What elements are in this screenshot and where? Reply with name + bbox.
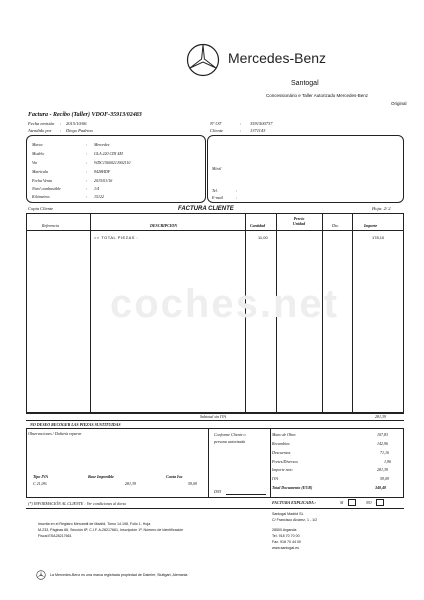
marca: Mercedes bbox=[94, 142, 110, 147]
subtotal-label: Subtotal sin IVA bbox=[200, 414, 226, 419]
email-label: E-mail bbox=[212, 195, 223, 200]
conforme-line2: persona autorizada bbox=[214, 439, 246, 444]
watermark: coches.net bbox=[110, 282, 339, 326]
mercedes-star-small-icon bbox=[36, 570, 46, 580]
total-documento-label: Total Documento (EUR) bbox=[272, 485, 313, 490]
totals-label: Importe neto bbox=[272, 467, 293, 472]
cuota-label: Cuota Iva bbox=[166, 474, 183, 479]
modelo: GLA 220 CDI 4M bbox=[94, 151, 123, 156]
dealer-address: Santogal Madrid SL bbox=[272, 512, 304, 516]
totals-value: 71,16 bbox=[380, 450, 389, 455]
table-row: => TOTAL PIEZAS : bbox=[94, 235, 139, 240]
observaciones-label: Observaciones / Dañería reparar bbox=[28, 431, 82, 436]
col-referencia: Referencia bbox=[42, 223, 60, 228]
ot-label: Nº OT bbox=[210, 121, 222, 126]
nivel-label: Nivel combustible bbox=[32, 186, 61, 191]
section-title: FACTURA CLIENTE bbox=[178, 206, 234, 212]
legal-line: Fiscal ESA28217661 bbox=[38, 534, 72, 538]
fecha-venta: 2015/01/16 bbox=[94, 178, 113, 183]
matricula-label: Matrícula bbox=[32, 169, 48, 174]
totals-label: Descuentos bbox=[272, 450, 291, 455]
totals-value: 281,39 bbox=[377, 467, 388, 472]
legal-line: Inscrita en el Registro Mercantil de Madrid, Tomo 14.198, Folio 1, Hoja bbox=[38, 522, 151, 526]
fecha-emision-label: Fecha emisión bbox=[28, 121, 55, 126]
cuota-iva: 59,09 bbox=[188, 481, 197, 486]
ot-number: 3591500737 bbox=[250, 121, 273, 126]
col-precio: Precio Unidad bbox=[292, 216, 306, 226]
mercedes-star-logo bbox=[186, 43, 220, 77]
no-label: NO bbox=[366, 500, 372, 505]
dealer-address: Tel. 918 70 70 00 bbox=[272, 534, 300, 538]
conforme-line1: Conforme Cliente o bbox=[214, 432, 246, 437]
original-label: Original bbox=[391, 101, 407, 106]
dni-label: DNI bbox=[214, 489, 221, 494]
nivel: 1/4 bbox=[94, 186, 100, 191]
dealer-address: C/ Francisco Alvarez, 1 - 1/2 bbox=[272, 518, 318, 522]
col-cantidad: Cantidad bbox=[250, 223, 266, 228]
marca-label: Marca bbox=[32, 142, 43, 147]
info-cliente: (*) INFORMACIÓN AL CLIENTE : Ver condiciones al dorso bbox=[28, 501, 127, 506]
vin-label: Vin bbox=[32, 160, 38, 165]
row-cantidad: 11,00 bbox=[258, 235, 268, 240]
bottom-note: La Mercedes-Benz es una marca registrada propiedad de Daimler, Stuttgart, Alemania bbox=[50, 573, 188, 577]
dealer-address: www.santogal.es bbox=[272, 546, 299, 550]
vin: WDC1560021J002110 bbox=[94, 160, 131, 165]
col-importe: Importe bbox=[364, 223, 378, 228]
totals-label: Mano de Obra bbox=[272, 432, 296, 437]
atendido-label: Atendido por bbox=[28, 128, 52, 133]
totals-value: 1,96 bbox=[384, 459, 391, 464]
totals-label: IVA bbox=[272, 476, 278, 481]
fecha-emision: 2015/10/06 bbox=[66, 121, 87, 126]
totals-label: Portes/Diversos bbox=[272, 459, 298, 464]
km-label: Kilómetros bbox=[32, 194, 50, 199]
tipo-iva-label: Tipo IVA bbox=[33, 474, 49, 479]
cliente-label: Cliente bbox=[210, 128, 223, 133]
subtotal-value: 281,39 bbox=[375, 414, 386, 419]
cliente-number: 1371143 bbox=[250, 128, 266, 133]
legal-line: M-233, Páginas 66, Sección 8ª, C.I.F. A-28217661, Inscripción 1ª, Número de Identificación bbox=[38, 528, 184, 532]
brand-name: Mercedes-Benz bbox=[228, 50, 327, 66]
dealer-address: Fax. 918 70 44 00 bbox=[272, 540, 301, 544]
totals-value: 107,83 bbox=[377, 432, 388, 437]
totals-value: 59,09 bbox=[380, 476, 389, 481]
no-checkbox[interactable] bbox=[376, 499, 384, 506]
invoice-title: Factura - Recibo (Taller) VDOF-35913/02483 bbox=[28, 112, 142, 118]
base-label: Base Imponible bbox=[88, 474, 114, 479]
dealer-line: Concessionário e Taller Autorizado Mercedes-Benz bbox=[266, 93, 368, 98]
total-documento-value: 340,48 bbox=[375, 485, 386, 490]
totals-value: 142,96 bbox=[377, 441, 388, 446]
si-checkbox[interactable] bbox=[348, 499, 356, 506]
factura-explicada-label: FACTURA EXPLICADA : bbox=[272, 500, 316, 505]
fecha-venta-label: Fecha Venta bbox=[32, 178, 52, 183]
atendido: Diego Padrino bbox=[66, 128, 93, 133]
si-label: SI bbox=[340, 500, 344, 505]
copia-label: Copia Cliente bbox=[28, 206, 54, 211]
col-descripcion: DESCRIPCION bbox=[150, 223, 178, 228]
notice: NO DESEO RECOGER LAS PIEZAS SUSTITUIDAS bbox=[30, 422, 121, 427]
matricula: 9428HDF bbox=[94, 169, 111, 174]
base-imponible: 281,39 bbox=[125, 481, 136, 486]
dealer-address: 28500 Arganda bbox=[272, 528, 297, 532]
tipo-iva: C 21,0% bbox=[33, 481, 47, 486]
modelo-label: Modelo bbox=[32, 151, 45, 156]
row-importe: 178,10 bbox=[372, 235, 385, 240]
col-dto: Dto. bbox=[332, 223, 339, 228]
movil-label: Móvil bbox=[212, 166, 222, 171]
totals-label: Recambios bbox=[272, 441, 290, 446]
hoja-label: Hoja: 2/ 2 bbox=[372, 206, 391, 211]
dealer-name: Santogal bbox=[291, 80, 319, 87]
tel-label: Tel. bbox=[212, 188, 218, 193]
vehicle-box bbox=[26, 135, 206, 203]
km: 15122 bbox=[94, 194, 104, 199]
